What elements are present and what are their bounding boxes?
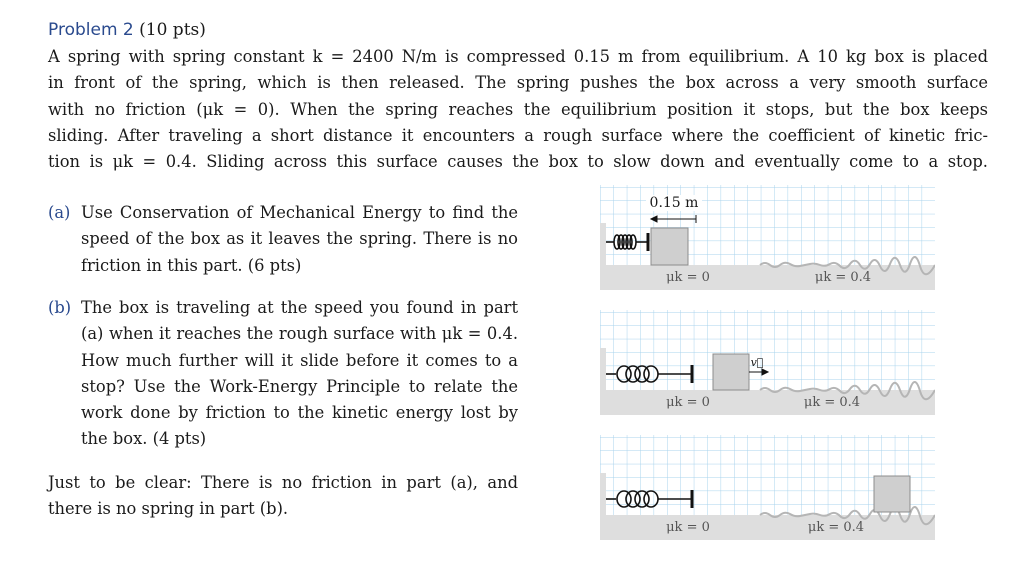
intro-line: tion is μk = 0.4. Sliding across this surface causes the box to slow down and eventually come to a stop.: [48, 152, 988, 172]
part-b-line: work done by friction to the kinetic energy lost by: [81, 403, 518, 423]
intro-line: with no friction (μk = 0). When the spring reaches the equilibrium position it stops, but the box keeps: [48, 99, 988, 119]
figure-box-moving: [600, 310, 935, 415]
problem-points: (10 pts): [139, 20, 206, 40]
wall: [600, 473, 606, 515]
wall: [600, 348, 606, 390]
problem-intro: [48, 44, 988, 175]
rough-surface-label: μk = 0.4: [803, 395, 861, 410]
intro-line: sliding. After traveling a short distance it encounters a rough surface where the coefficient of kinetic fric-: [48, 125, 988, 145]
part-a-line: speed of the box as it leaves the spring. There is no: [81, 229, 518, 249]
wall: [600, 223, 606, 265]
part-b-line: How much further will it slide before it comes to a: [81, 350, 518, 370]
problem-title: [48, 20, 206, 40]
grid-background: [600, 310, 935, 393]
velocity-label: v⃗: [750, 356, 764, 369]
part-b-line: The box is traveling at the speed you found in part: [81, 298, 518, 317]
problem-label: Problem 2: [48, 20, 134, 40]
ground-smooth: [600, 515, 935, 540]
clarification-note: [48, 470, 518, 523]
intro-line: A spring with spring constant k = 2400 N/m is compressed 0.15 m from equilibrium. A 10 kg box is placed: [48, 47, 988, 66]
part-b-letter: (b): [48, 298, 72, 317]
part-a-line: friction in this part. (6 pts): [81, 255, 302, 275]
part-b: [48, 295, 518, 453]
figure-compressed-spring: [600, 185, 935, 290]
rough-surface-label: μk = 0.4: [807, 520, 865, 535]
note-line: Just to be clear: There is no friction in part (a), and: [48, 473, 518, 492]
part-a-line: Use Conservation of Mechanical Energy to find the: [81, 203, 518, 222]
figure-box-stopped: [600, 435, 935, 540]
box: [874, 476, 910, 512]
box: [713, 354, 749, 390]
smooth-surface-label: μk = 0: [666, 520, 710, 535]
part-a: [48, 200, 518, 279]
smooth-surface-label: μk = 0: [666, 270, 710, 285]
part-b-line: (a) when it reaches the rough surface with μk = 0.4.: [81, 324, 518, 344]
ground-smooth: [600, 390, 935, 415]
ground-smooth: [600, 265, 935, 290]
compression-label: 0.15 m: [649, 195, 699, 211]
intro-line: in front of the spring, which is then released. The spring pushes the box across a very smooth surface: [48, 73, 988, 93]
part-a-letter: (a): [48, 203, 71, 222]
part-b-line: stop? Use the Work-Energy Principle to relate the: [81, 376, 518, 396]
box: [651, 228, 688, 265]
note-line: there is no spring in part (b).: [48, 499, 289, 519]
rough-surface-label: μk = 0.4: [814, 270, 872, 285]
smooth-surface-label: μk = 0: [666, 395, 710, 410]
part-b-line: the box. (4 pts): [81, 429, 207, 449]
